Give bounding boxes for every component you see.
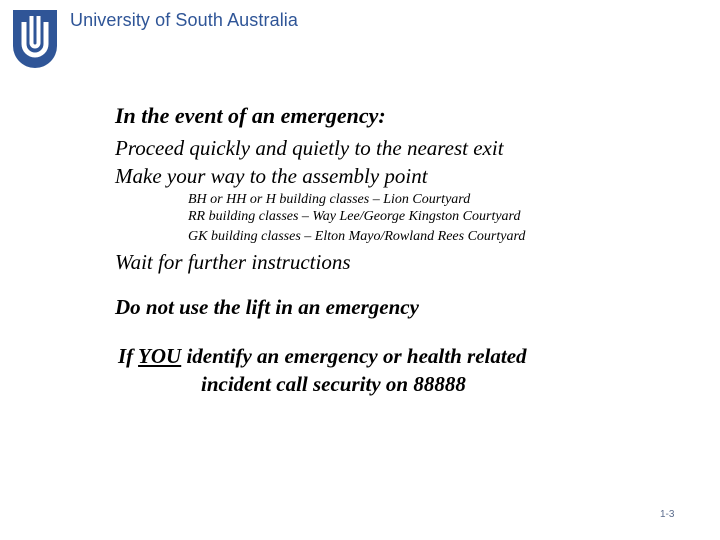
lift-warning: Do not use the lift in an emergency: [115, 295, 419, 319]
assembly-point-gk: GK building classes – Elton Mayo/Rowland Rees Courtyard: [188, 229, 526, 244]
unisa-shield-logo-icon: [11, 8, 59, 70]
security-notice-rest: identify an emergency or health related: [181, 344, 527, 368]
security-notice-line-1: [118, 344, 527, 369]
page-number: 1-3: [660, 509, 675, 520]
assembly-point-bh: BH or HH or H building classes – Lion Courtyard: [188, 192, 471, 207]
assembly-point-rr: RR building classes – Way Lee/George Kingston Courtyard: [188, 209, 521, 224]
instruction-assembly: Make your way to the assembly point: [115, 164, 428, 188]
security-notice-emphasis: YOU: [138, 344, 182, 368]
university-name: University of South Australia: [70, 10, 299, 30]
instruction-exit: Proceed quickly and quietly to the nearest exit: [115, 136, 504, 160]
security-notice-line-2: incident call security on 88888: [201, 372, 466, 396]
emergency-heading: In the event of an emergency:: [115, 103, 386, 128]
security-notice-prefix: If: [118, 344, 139, 368]
wait-instructions: Wait for further instructions: [115, 250, 351, 274]
